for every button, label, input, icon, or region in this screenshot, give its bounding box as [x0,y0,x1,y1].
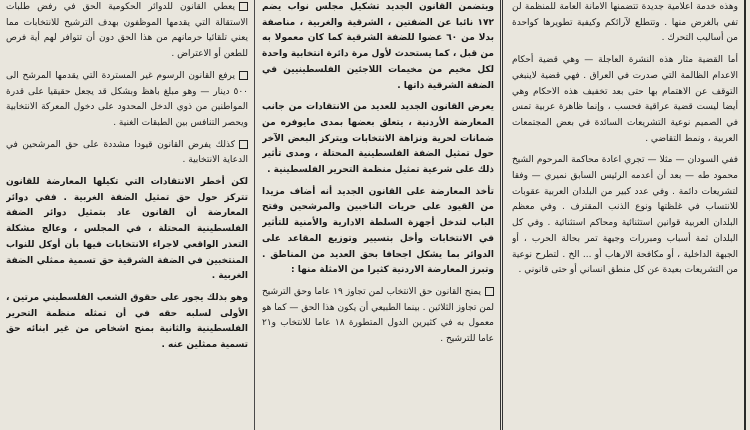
paragraph: أما القضية مثار هذه النشرة العاجلة — وهي قضية أحكام الاعدام الظالمة التي صدرت في العراق . فهي قضية لاينبغي التوقف عن الاهتمام بها حتى بعد تخفيف هذه الاحكام وهي أيضا ليست قضية عراقية فحسب ، وإنما ظاهرة عربية تمس في الصميم نوعية التشريعات السائدة في بعض المجتمعات العربية ، ونمط التقاضي . [512,55,738,144]
paragraph: يعرض القانون الجديد للعديد من الانتقادات من جانب المعارضة الأردنية ، يتعلق بعضها بمدى مايوفره من ضمانات لحرية ونزاهة الانتخابات ويتركز البعض الآخر حول تمثيل الضفة الفلسطينية المحتلة ، ومدى تأثير ذلك على شرعية تمثيل منظمة التحرير الفلسطينية . [262,102,494,176]
checkbox-bullet-icon [239,2,248,11]
paragraph: لكن أخطر الانتقادات التي تكيلها المعارضة للقانون تتركز حول حق تمثيل الضفة الغربية . ففي دوائر المعارضة أن القانون عاد بتمثيل دوائر الضفة الفلسطينية المحتلة ، في المجلس ، وعالج مشكلة التعذر الواقعي لاجراء الانتخابات فيها بأن أوكل للنواب المنتخبين في الضفة الشرقية حق تسمية ممثلي الضفة الغربية . [6,177,248,282]
paragraph: تأخذ المعارضة على القانون الجديد أنه أضاف مزيدا من القيود على حريات الناخبين والمرشحين وفتح الباب لتدخل أجهزة السلطة الادارية والأمنية للتأثير في الانتخابات وأخل بتسيير وتوزيع المقاعد على الدوائر بما يشكل اجحافا بحق العديد من المناطق . وتبرز المعارضة الاردنية كثيرا من الامثلة منها : [262,186,494,276]
paragraph: يرفع القانون الرسوم غير المستردة التي يقدمها المرشح الى ٥٠٠ دينار — وهو مبلغ باهظ وبشكل قد يجعل حقيقيا على قدرة المواطنين من ذوي الدخل المحدود على دخول المعركة الانتخابية ويحصر التنافس بين الطبقات الغنية . [6,70,248,128]
paragraph: يعطي القانون للدوائر الحكومية الحق في رفض طلبات الاستقالة التي يقدمها الموظفون بهدف الترشيح للانتخابات مما يعني تلقائيا حرمانهم من هذا الحق دون أن تتوافر لهم أية فرص للطعن أو الاعتراض . [6,2,248,60]
paragraph: ويتضمن القانون الجديد تشكيل مجلس نواب يضم ١٧٢ نائبا عن الضفتين ، الشرقية والغربية ، مناصفة بدلا من ٦٠ عضوا للضفة الشرقية كما كان معمولا به من قبل ، كما يستحدث لأول مرة دائرة انتخابية واحدة لكل مخيم من مخيمات اللاجئين الفلسطينيين في الضفة الشرقية ذاتها . [262,2,494,91]
checkbox-bullet-icon [485,287,494,296]
box-border-right [744,0,746,430]
paragraph: يمنح القانون حق الانتخاب لمن تجاوز ١٩ عاما وحق الترشيح لمن تجاوز الثلاثين . بينما الطبيعي أن يكون هذا الحق — كما هو معمول به في كثيرين الدول المتطورة ١٨ عاما للانتخاب و٢١ عاما للترشيح . [262,286,494,345]
paragraph: ففي السودان — مثلا — تجري اعادة محاكمة المرحوم الشيخ محمود طه — بعد أن أعدمه الرئيس السابق نميري — وفقا لتشريعات دائمة . وفي عدد كبير من البلدان العربية عقوبات للانتساب في غلظتها ونوع الذنب المقترف . وفي معظم البلدان العربية قوانين استثنائية ومحاكم استثنائية . وفي كل البلدان ثمة أسباب ومبررات وجيهة تمر بحالة الحرب ، أو الجبهة الداخلية ، أو مكافحة الارهاب أو ... الخ . لتطرح نوعية من التشريعات بعيدة عن كل منطق انساني أو حتى قانوني . [512,155,738,276]
column-divider [254,0,255,430]
checkbox-bullet-icon [239,71,248,80]
article-column-left [6,0,248,430]
paragraph: وهذه خدمة اعلامية جديدة تتضمنها الامانة العامة للمنظمة لن تفي بالغرض منها . وتتطلع لآرائكم وكيفية تطويرها كواحدة من أساليب التحرك . [512,2,738,44]
column-divider-double [500,0,503,430]
paragraph: وهو بذلك يجور على حقوق الشعب الفلسطيني مرتين ، الأولى لسلبه حقه في أن تمثله منظمة التحرير الفلسطينية والثانية بمنح اشخاص من غير ابنائه حق تسمية ممثلين عنه . [6,292,248,351]
article-column-middle [262,0,494,430]
checkbox-bullet-icon [239,140,248,149]
article-column-right [512,0,738,430]
paragraph: كذلك يفرض القانون قيودا مشددة على حق المرشحين في الدعاية الانتخابية . [6,139,248,166]
